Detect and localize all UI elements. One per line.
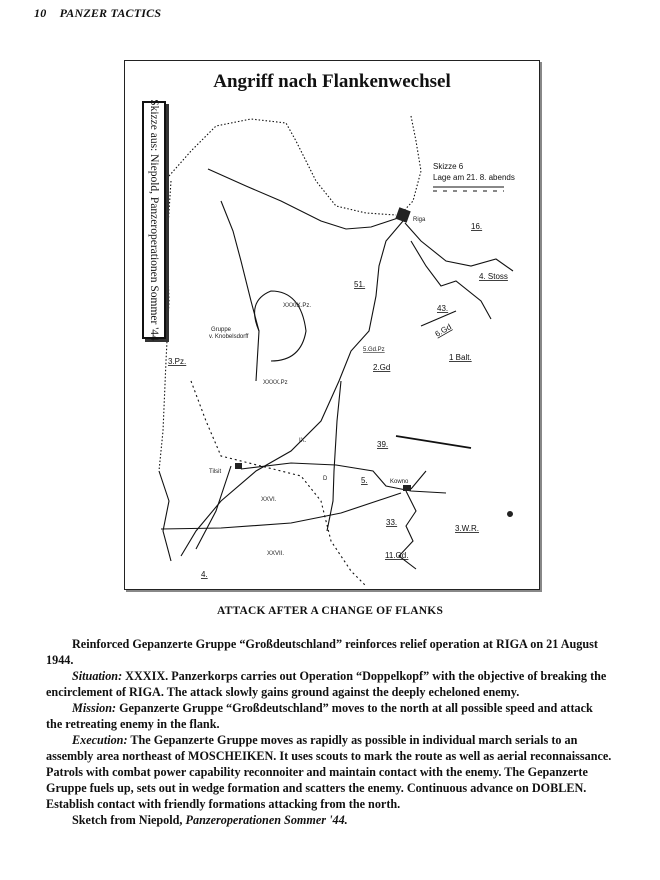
label-gruppe: Gruppe xyxy=(211,327,232,333)
river-daugava xyxy=(208,169,401,229)
road-border xyxy=(159,471,171,561)
page-number: 10 xyxy=(34,6,47,20)
execution-text: The Gepanzerte Gruppe moves as rapidly as possible in individual march serials to an assembly area northeast of MOSCHEIKEN. It uses scouts to mark the route as well as aerial reconnaissance. Patrols with combat power capability reconnoiter and maintain contact with the enemy. The Gepanzerte Gruppe fuels up, sets out in wedge formation and scatters the enemy. Continuous advance on DOBLEN. Establish contact with friendly formations attacking from the north. xyxy=(46,733,612,811)
label-1-balt: 1 Balt. xyxy=(449,353,472,362)
map-figure xyxy=(124,60,540,590)
situation-text: XXXIX. Panzerkorps carries out Operation “Doppelkopf” with the objective of breaking the encirclement of RIGA. The attack slowly gains ground against the deeply echeloned enemy. xyxy=(46,669,607,699)
label-4-stoss: 4. Stoss xyxy=(479,272,508,281)
label-5-gd-pz: 5.Gd.Pz xyxy=(363,347,385,353)
label-16: 16. xyxy=(471,222,483,231)
front-line-east xyxy=(399,116,421,216)
label-2-gd: 2.Gd xyxy=(373,363,391,372)
label-riga: Riga xyxy=(413,217,426,223)
attack-arrow-6gd xyxy=(421,311,456,326)
label-xxvi: XXVI. xyxy=(261,497,277,503)
execution-label: Execution: xyxy=(72,733,128,747)
label-6-gd: 6.Gd xyxy=(433,322,454,339)
road-riga-south xyxy=(181,221,403,556)
label-ix: IX. xyxy=(299,438,307,444)
kowno-marker xyxy=(403,485,411,491)
body-text xyxy=(46,636,612,828)
paragraph-intro: Reinforced Gepanzerte Gruppe “Großdeutschland” reinforces relief operation at RIGA on 21 August 1944. xyxy=(46,637,598,667)
source-text: Sketch from Niepold, xyxy=(72,813,186,827)
road-arc xyxy=(255,291,306,361)
label-3-pz: 3.Pz. xyxy=(168,357,187,366)
source-title: Panzeroperationen Sommer '44. xyxy=(185,813,348,827)
situation-label: Situation: xyxy=(72,669,123,683)
label-11-gd: 11.Gd. xyxy=(385,551,409,560)
riga-city-marker xyxy=(395,207,410,222)
paragraph-execution xyxy=(46,732,612,812)
legend-line2: Lage am 21. 8. abends xyxy=(433,173,515,182)
scale-bar xyxy=(433,187,504,191)
road-tilsit-kowno xyxy=(241,463,446,493)
mission-text: Gepanzerte Gruppe “Großdeutschland” moves to the north at all possible speed and attack the retreating enemy in the flank. xyxy=(46,701,593,731)
label-43: 43. xyxy=(437,304,449,313)
paragraph-source xyxy=(46,812,612,828)
paragraph-mission xyxy=(46,700,612,732)
running-title: PANZER TACTICS xyxy=(59,6,162,20)
label-39: 39. xyxy=(377,440,389,449)
label-xxxix-pz: XXXIX.Pz. xyxy=(283,303,312,309)
line-east xyxy=(396,436,471,448)
road-south xyxy=(161,493,401,529)
legend-line1: Skizze 6 xyxy=(433,162,464,171)
running-head xyxy=(34,6,171,21)
mission-label: Mission: xyxy=(72,701,117,715)
label-4: 4. xyxy=(201,570,208,579)
wilna-marker xyxy=(507,511,513,517)
paragraph-situation xyxy=(46,668,612,700)
road-ne xyxy=(411,471,426,489)
front-line-north xyxy=(169,119,396,215)
label-d: D xyxy=(323,476,328,482)
label-tilsit: Tilsit xyxy=(209,469,222,475)
road-east xyxy=(405,223,513,271)
label-knobelsdorff: v. Knobelsdorff xyxy=(209,334,249,340)
source-label-box xyxy=(142,101,166,339)
river-west xyxy=(221,201,259,381)
road-diag xyxy=(196,466,231,549)
label-33: 33. xyxy=(386,518,398,527)
tilsit-marker xyxy=(235,463,242,469)
map-title: Angriff nach Flankenwechsel xyxy=(213,71,451,92)
label-3-wr: 3.W.R. xyxy=(455,524,480,533)
label-xxxx-pz: XXXX.Pz xyxy=(263,380,288,386)
label-xxvii: XXVII. xyxy=(267,551,285,557)
label-5: 5. xyxy=(361,476,368,485)
source-label: Skizze aus: Niepold, Panzeroperationen Sommer '44 xyxy=(148,99,160,341)
figure-caption: ATTACK AFTER A CHANGE OF FLANKS xyxy=(216,605,444,617)
label-kowno: Kowno xyxy=(390,479,409,485)
label-51: 51. xyxy=(354,280,366,289)
sketch-map xyxy=(125,61,539,589)
